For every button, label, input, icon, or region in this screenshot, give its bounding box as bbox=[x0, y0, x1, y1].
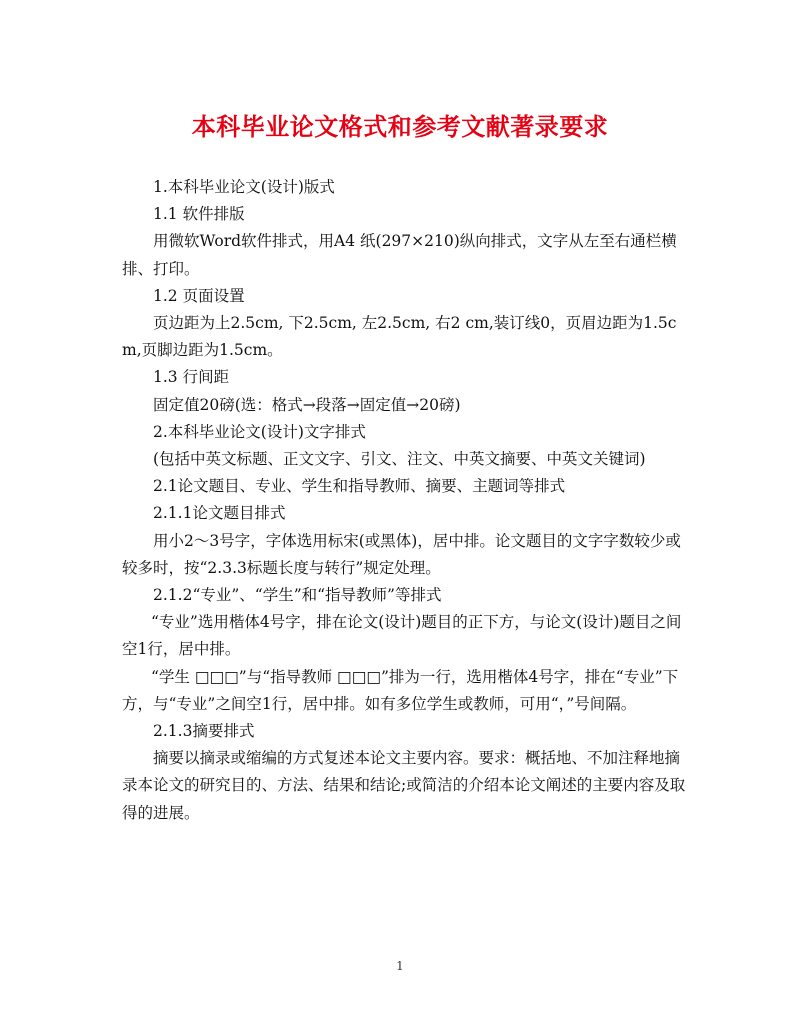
subsection-heading: 2.1.1论文题目排式 bbox=[153, 504, 286, 523]
section-heading: 2.本科毕业论文(设计)文字排式 bbox=[153, 422, 366, 441]
body-paragraph: “专业”选用楷体4号字，排在论文(设计)题目的正下方，与论文(设计)题目之间空1行，居中排。 bbox=[122, 613, 682, 659]
body-paragraph: 固定值20磅(选：格式→段落→固定值→20磅) bbox=[153, 395, 461, 414]
body-paragraph: 用小2～3号字，字体选用标宋(或黑体)，居中排。论文题目的文字字数较少或较多时，按“2.3.3标题长度与转行”规定处理。 bbox=[122, 531, 681, 577]
body-paragraph: (包括中英文标题、正文文字、引文、注文、中英文摘要、中英文关键词) bbox=[153, 450, 646, 469]
subsection-heading: 2.1论文题目、专业、学生和指导教师、摘要、主题词等排式 bbox=[153, 477, 566, 496]
document-title: 本科毕业论文格式和参考文献著录要求 bbox=[191, 112, 609, 141]
subsection-heading: 1.3 行间距 bbox=[153, 368, 230, 387]
document-body bbox=[122, 174, 688, 827]
section-heading: 1.本科毕业论文(设计)版式 bbox=[153, 178, 335, 196]
body-paragraph: 页边距为上2.5cm, 下2.5cm, 左2.5cm, 右2 cm,装订线0，页眉边距为1.5cm,页脚边距为1.5cm。 bbox=[122, 314, 677, 360]
subsection-heading: 2.1.2“专业”、“学生”和“指导教师”等排式 bbox=[153, 586, 442, 605]
subsection-heading: 2.1.3摘要排式 bbox=[153, 722, 255, 741]
subsection-heading: 1.2 页面设置 bbox=[153, 286, 245, 305]
body-paragraph: “学生 □□□”与“指导教师 □□□”排为一行，选用楷体4号字，排在“专业”下方，与“专业”之间空1行，居中排。如有多位学生或教师，可用“，”号间隔。 bbox=[122, 667, 679, 713]
body-paragraph: 用微软Word软件排式，用A4 纸(297×210)纵向排式，文字从左至右通栏横排、打印。 bbox=[122, 232, 677, 278]
subsection-heading: 1.1 软件排版 bbox=[153, 205, 245, 224]
page-number: 1 bbox=[396, 959, 404, 973]
body-paragraph: 摘要以摘录或缩编的方式复述本论文主要内容。要求：概括地、不加注释地摘录本论文的研究目的、方法、结果和结论;或简洁的介绍本论文阐述的主要内容及取得的进展。 bbox=[122, 749, 686, 822]
